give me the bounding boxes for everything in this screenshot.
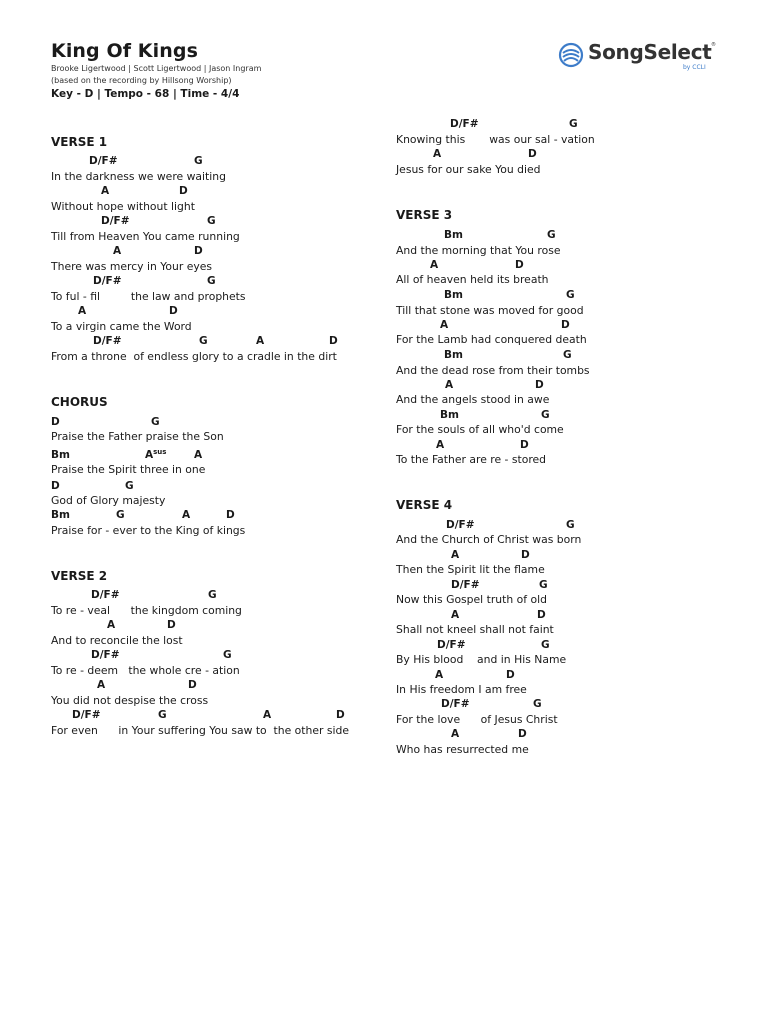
recording-note: (based on the recording by Hillsong Worship)	[51, 76, 232, 85]
chord: A	[440, 319, 449, 331]
chord: D	[329, 335, 338, 347]
songselect-logo[interactable]	[558, 40, 718, 72]
chord: D	[188, 679, 197, 691]
chord: D/F#	[72, 709, 101, 721]
chord-sus: sus	[153, 448, 167, 456]
chord: D/F#	[91, 589, 120, 601]
lyric-line: Who has resurrected me	[396, 743, 529, 756]
lyric-line: For the souls of all who'd come	[396, 423, 564, 436]
chord: G	[541, 639, 550, 651]
chord: A	[182, 509, 191, 521]
lyric-line: And the dead rose from their tombs	[396, 364, 590, 377]
chord: G	[566, 289, 575, 301]
lyric-line: Till that stone was moved for good	[396, 304, 584, 317]
chord: G	[116, 509, 125, 521]
chord: G	[125, 480, 134, 492]
lyric-line: Till from Heaven You came running	[51, 230, 240, 243]
chord: D/F#	[446, 519, 475, 531]
chord: D	[51, 416, 60, 428]
key-tempo-time: Key - D | Tempo - 68 | Time - 4/4	[51, 88, 240, 100]
lyric-line: And the morning that You rose	[396, 244, 561, 257]
lyric-line: Then the Spirit lit the flame	[396, 563, 545, 576]
lyric-line: There was mercy in Your eyes	[51, 260, 213, 273]
section-heading: CHORUS	[51, 395, 108, 409]
lyric-line: From a throne of endless glory to a cradle in the dirt	[51, 350, 337, 363]
chord: A	[256, 335, 265, 347]
lyric-line: Praise the Father praise the Son	[51, 430, 224, 443]
lyric-line: Praise for - ever to the King of kings	[51, 524, 246, 537]
lyric-line: For the love of Jesus Christ	[396, 713, 558, 726]
chord: A	[194, 449, 203, 461]
song-title: King Of Kings	[51, 40, 198, 62]
chord: A	[263, 709, 272, 721]
chord: G	[533, 698, 542, 710]
lyric-line: Jesus for our sake You died	[396, 163, 541, 176]
chord: D	[226, 509, 235, 521]
chord: Bm	[444, 349, 463, 361]
chord: G	[566, 519, 575, 531]
chord: D/F#	[451, 579, 480, 591]
chord: A	[433, 148, 442, 160]
chord: D/F#	[91, 649, 120, 661]
chord: D	[528, 148, 537, 160]
chord: D	[336, 709, 345, 721]
chord: G	[563, 349, 572, 361]
chord: D	[167, 619, 176, 631]
logo-trademark: ®	[711, 42, 716, 48]
lyric-line: And the angels stood in awe	[396, 393, 550, 406]
chord: D	[537, 609, 546, 621]
lyric-line: Knowing this was our sal - vation	[396, 133, 595, 146]
chord: D	[506, 669, 515, 681]
chord: D	[194, 245, 203, 257]
chord: G	[539, 579, 548, 591]
chord: G	[208, 589, 217, 601]
section-heading: VERSE 2	[51, 569, 108, 583]
chord: D	[169, 305, 178, 317]
chord: A	[451, 609, 460, 621]
lyric-line: And to reconcile the lost	[51, 634, 183, 647]
chord: A	[451, 549, 460, 561]
chord: Bm	[440, 409, 459, 421]
logo-by-ccli: by CCLI	[683, 64, 706, 71]
chord: D	[521, 549, 530, 561]
chord: Bm	[51, 509, 70, 521]
lyric-line: All of heaven held its breath	[396, 273, 549, 286]
chord: Bm	[444, 229, 463, 241]
chord: D	[518, 728, 527, 740]
lyric-line: To a virgin came the Word	[51, 320, 192, 333]
lyric-line: For the Lamb had conquered death	[396, 333, 587, 346]
chord: A	[107, 619, 116, 631]
chord: D	[520, 439, 529, 451]
logo-wordmark: SongSelect	[588, 40, 712, 64]
chord: D	[535, 379, 544, 391]
chord: D/F#	[93, 335, 122, 347]
chord: A	[78, 305, 87, 317]
chord: A	[451, 728, 460, 740]
chord: D/F#	[437, 639, 466, 651]
chord-root: A	[145, 449, 154, 461]
chord: A	[435, 669, 444, 681]
lyric-line: In the darkness we were waiting	[51, 170, 226, 183]
section-heading: VERSE 1	[51, 135, 108, 149]
chord: D	[179, 185, 188, 197]
chord: A	[436, 439, 445, 451]
lyric-line: Without hope without light	[51, 200, 195, 213]
chord: Bm	[444, 289, 463, 301]
chord: A	[101, 185, 110, 197]
lyric-line: To re - deem the whole cre - ation	[51, 664, 240, 677]
chord: A	[430, 259, 439, 271]
lyric-line: To the Father are re - stored	[396, 453, 547, 466]
chord: D	[561, 319, 570, 331]
lyric-line: By His blood and in His Name	[396, 653, 567, 666]
chord: Bm	[51, 449, 70, 461]
chord: D/F#	[441, 698, 470, 710]
chord: A	[113, 245, 122, 257]
chord: D/F#	[89, 155, 118, 167]
lyric-line: Praise the Spirit three in one	[51, 463, 206, 476]
lyric-line: In His freedom I am free	[396, 683, 527, 696]
chord: D	[515, 259, 524, 271]
songselect-logo-icon	[558, 42, 584, 68]
lyric-line: You did not despise the cross	[51, 694, 209, 707]
lyric-line: God of Glory majesty	[51, 494, 166, 507]
chord	[145, 449, 166, 461]
chord: G	[541, 409, 550, 421]
chord: D	[51, 480, 60, 492]
chord: D/F#	[101, 215, 130, 227]
lyric-line: For even in Your suffering You saw to the other side	[51, 724, 349, 737]
lyric-line: To ful - fil the law and prophets	[51, 290, 246, 303]
song-authors: Brooke Ligertwood | Scott Ligertwood | Jason Ingram	[51, 64, 262, 73]
chord: G	[207, 215, 216, 227]
chord: D/F#	[93, 275, 122, 287]
section-heading: VERSE 4	[396, 498, 453, 512]
chord: G	[569, 118, 578, 130]
chord: A	[445, 379, 454, 391]
chord: D/F#	[450, 118, 479, 130]
chord: A	[97, 679, 106, 691]
chord: G	[547, 229, 556, 241]
chord: G	[158, 709, 167, 721]
chord: G	[151, 416, 160, 428]
chord: G	[207, 275, 216, 287]
chord: G	[223, 649, 232, 661]
lyric-line: And the Church of Christ was born	[396, 533, 582, 546]
lyric-line: Shall not kneel shall not faint	[396, 623, 554, 636]
chord: G	[194, 155, 203, 167]
section-heading: VERSE 3	[396, 208, 453, 222]
lyric-line: To re - veal the kingdom coming	[51, 604, 242, 617]
chord: G	[199, 335, 208, 347]
lyric-line: Now this Gospel truth of old	[396, 593, 547, 606]
